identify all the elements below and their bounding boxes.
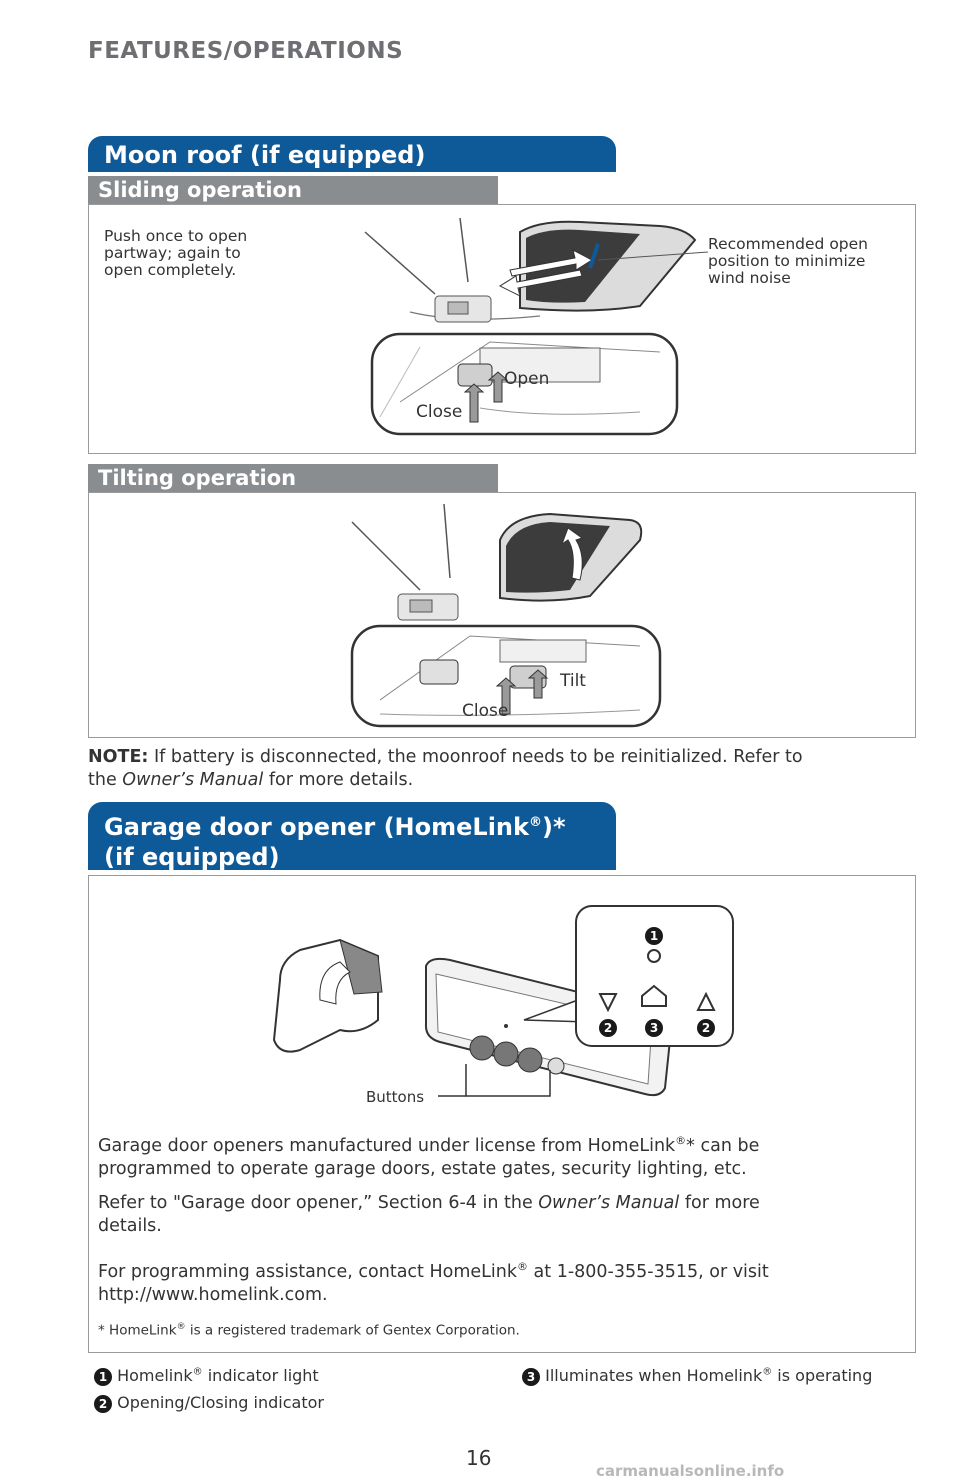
note-text: for more details. bbox=[263, 770, 414, 790]
instruction-line: open completely. bbox=[104, 261, 237, 279]
legend-text: indicator light bbox=[202, 1366, 319, 1385]
legend-item-2 bbox=[94, 1393, 324, 1413]
recommended-position-callout bbox=[708, 236, 868, 287]
homelink-url: http://www.homelink.com. bbox=[98, 1284, 328, 1305]
garage-title-text: )* bbox=[541, 813, 566, 841]
para-text: For programming assistance, contact HomeLink bbox=[98, 1261, 517, 1282]
number-badge: 3 bbox=[645, 1019, 663, 1037]
sliding-moonroof-illustration bbox=[340, 212, 710, 440]
buttons-label: Buttons bbox=[366, 1088, 425, 1106]
para-text: Refer to "Garage door opener,” Section 6-4 in the bbox=[98, 1193, 539, 1213]
legend-text: Homelink bbox=[117, 1366, 193, 1385]
legend-text: Illuminates when Homelink bbox=[545, 1366, 763, 1385]
garage-title-line-1 bbox=[104, 808, 600, 842]
registered-mark: ® bbox=[762, 1366, 773, 1378]
note-label: NOTE: bbox=[88, 747, 149, 767]
note-text: If battery is disconnected, the moonroof needs to be reinitialized. Refer to bbox=[154, 747, 803, 767]
garage-paragraph-1 bbox=[98, 1129, 898, 1181]
badge-open-close-right bbox=[697, 1017, 715, 1037]
callout-line: Recommended open bbox=[708, 235, 868, 253]
legend-text: is operating bbox=[772, 1366, 873, 1385]
para-line bbox=[98, 1192, 898, 1215]
instruction-line: partway; again to bbox=[104, 244, 241, 262]
open-label: Open bbox=[504, 369, 550, 389]
watermark-text: carmanualsonline.info bbox=[596, 1462, 785, 1480]
para-line: details. bbox=[98, 1216, 162, 1236]
number-badge: 2 bbox=[599, 1019, 617, 1037]
badge-homelink-operating bbox=[645, 1017, 663, 1037]
legend-item-1 bbox=[94, 1366, 319, 1386]
owners-manual-ref: Owner’s Manual bbox=[538, 1193, 680, 1213]
registered-mark: ® bbox=[176, 1322, 186, 1332]
para-text: at 1-800-355-3515, or visit bbox=[527, 1261, 769, 1282]
number-badge: 2 bbox=[94, 1395, 112, 1413]
legend-item-3 bbox=[522, 1366, 872, 1386]
registered-mark: ® bbox=[192, 1366, 203, 1378]
number-badge: 1 bbox=[645, 927, 663, 945]
instruction-line: Push once to open bbox=[104, 227, 248, 245]
owners-manual-ref: Owner’s Manual bbox=[122, 770, 264, 790]
garage-paragraph-3 bbox=[98, 1255, 898, 1307]
para-text: for more bbox=[679, 1193, 760, 1213]
footnote-text: * HomeLink bbox=[98, 1322, 177, 1339]
sliding-operation-title: Sliding operation bbox=[88, 176, 498, 204]
garage-title-line-2: (if equipped) bbox=[104, 843, 280, 871]
moonroof-note bbox=[88, 746, 918, 792]
badge-indicator-light bbox=[645, 925, 663, 945]
page-header: FEATURES/OPERATIONS bbox=[88, 38, 404, 64]
para-line bbox=[98, 1255, 898, 1284]
tilt-label: Tilt bbox=[560, 671, 586, 691]
page-number: 16 bbox=[466, 1446, 492, 1470]
sliding-instruction bbox=[104, 228, 247, 279]
registered-mark: ® bbox=[675, 1134, 687, 1147]
badge-open-close-left bbox=[599, 1017, 617, 1037]
number-badge: 2 bbox=[697, 1019, 715, 1037]
note-line-2 bbox=[88, 769, 918, 792]
registered-mark: ® bbox=[528, 815, 542, 830]
garage-paragraph-2 bbox=[98, 1192, 898, 1238]
para-line bbox=[98, 1129, 898, 1158]
para-text: Garage door openers manufactured under license from HomeLink bbox=[98, 1135, 676, 1156]
tilting-moonroof-illustration bbox=[340, 500, 670, 730]
note-line-1 bbox=[88, 746, 918, 769]
note-text: the bbox=[88, 770, 123, 790]
number-badge: 1 bbox=[94, 1368, 112, 1386]
para-text: * can be bbox=[686, 1135, 760, 1156]
garage-section-title bbox=[88, 802, 616, 870]
para-line: programmed to operate garage doors, estate gates, security lighting, etc. bbox=[98, 1158, 747, 1179]
tilting-operation-title: Tilting operation bbox=[88, 464, 498, 492]
footnote-text: is a registered trademark of Gentex Corporation. bbox=[185, 1322, 520, 1339]
callout-line: position to minimize bbox=[708, 252, 866, 270]
tilt-close-label: Close bbox=[462, 701, 509, 721]
moon-roof-section-title: Moon roof (if equipped) bbox=[88, 136, 616, 172]
homelink-mirror-illustration bbox=[260, 900, 740, 1110]
callout-line: wind noise bbox=[708, 269, 791, 287]
number-badge: 3 bbox=[522, 1368, 540, 1386]
legend-text: Opening/Closing indicator bbox=[117, 1393, 324, 1412]
registered-mark: ® bbox=[516, 1260, 528, 1273]
garage-title-text: Garage door opener (HomeLink bbox=[104, 813, 529, 841]
close-label: Close bbox=[416, 402, 463, 422]
homelink-footnote bbox=[98, 1322, 520, 1339]
